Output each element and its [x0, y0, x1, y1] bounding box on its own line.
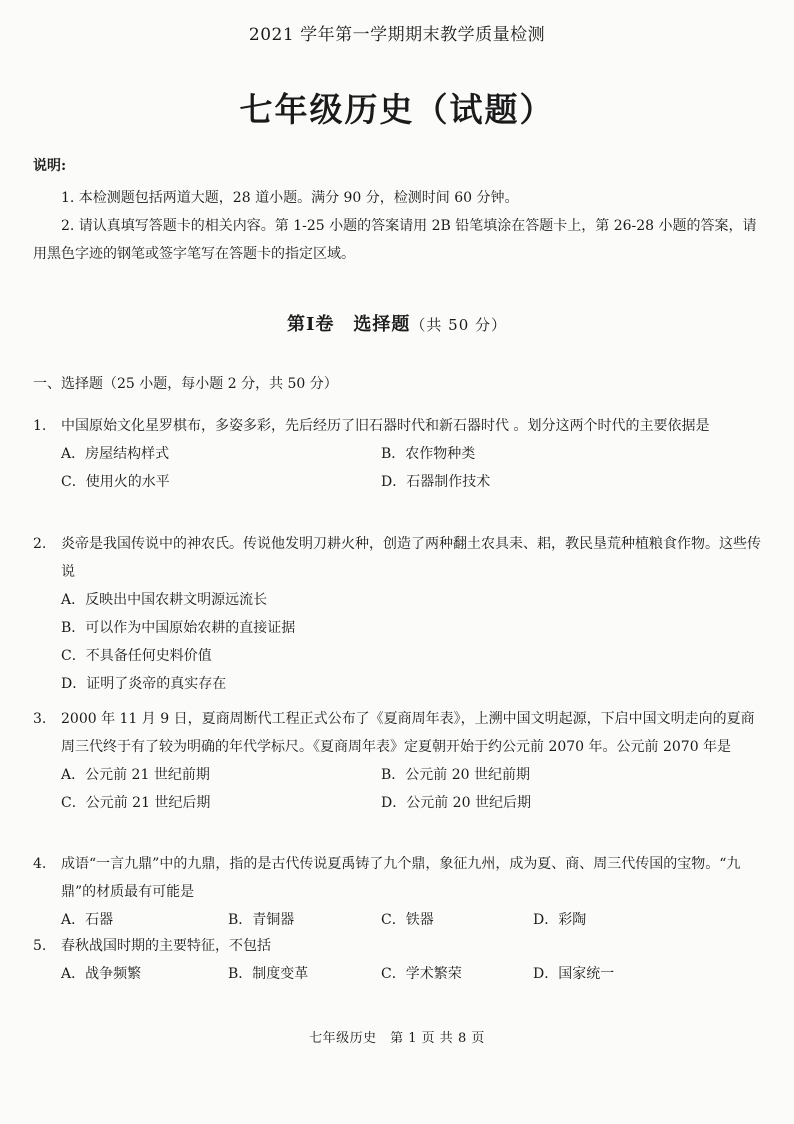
- options-row: [33, 789, 761, 817]
- options-row: [33, 642, 761, 670]
- notes-label: 说明:: [33, 158, 67, 174]
- question-number: 1.: [33, 418, 47, 434]
- question-number: 3.: [33, 711, 47, 727]
- option-d: D．彩陶: [533, 912, 587, 928]
- option-c: C．公元前 21 世纪后期: [61, 795, 211, 811]
- question-stem: [33, 705, 761, 761]
- question-stem: [33, 412, 761, 440]
- option-d: D．证明了炎帝的真实存在: [61, 676, 227, 692]
- question-stem: [33, 530, 761, 586]
- option-c: C．学术繁荣: [381, 966, 462, 982]
- question-text: 中国原始文化星罗棋布，多姿多彩，先后经历了旧石器时代和新石器时代 。划分这两个时代的主要依据是: [61, 418, 710, 434]
- options-row: [33, 586, 761, 614]
- question-stem: [33, 932, 761, 960]
- question-stem: [33, 850, 761, 906]
- option-d: D．石器制作技术: [381, 474, 491, 490]
- options-row: [33, 468, 761, 496]
- exam-header: 2021 学年第一学期期末教学质量检测: [248, 25, 546, 45]
- options-row: [33, 960, 761, 988]
- question-text: 炎帝是我国传说中的神农氏。传说他发明刀耕火种，创造了两种翻土农具耒、耜，教民垦荒种植粮食作物。这些传说: [61, 536, 761, 580]
- part-one-title: 一、选择题（25 小题，每小题 2 分，共 50 分）: [33, 376, 338, 392]
- option-c: C．铁器: [381, 912, 434, 928]
- option-d: D．公元前 20 世纪后期: [381, 795, 531, 811]
- section-title-text: 第Ⅰ卷 选择题: [286, 314, 411, 335]
- options-row: [33, 761, 761, 789]
- option-c: C．使用火的水平: [61, 474, 170, 490]
- options-row: [33, 906, 761, 934]
- question-1: [33, 412, 761, 496]
- option-a: A．房屋结构样式: [61, 446, 170, 462]
- question-text: 2000 年 11 月 9 日，夏商周断代工程正式公布了《夏商周年表》，上溯中国文明起源，下启中国文明走向的夏商周三代终于有了较为明确的年代学标尺。《夏商周年表》定夏朝开始于约公元前 2070 年。公元前 2070 年是: [61, 711, 755, 755]
- option-b: B．制度变革: [228, 966, 309, 982]
- options-row: [33, 614, 761, 642]
- option-c: C．不具备任何史料价值: [61, 648, 212, 664]
- option-b: B．可以作为中国原始农耕的直接证据: [61, 620, 296, 636]
- question-text: 春秋战国时期的主要特征，不包括: [61, 938, 271, 954]
- question-text: 成语“一言九鼎”中的九鼎，指的是古代传说夏禹铸了九个鼎，象征九州，成为夏、商、周三代传国的宝物。“九鼎”的材质最有可能是: [61, 856, 741, 900]
- option-a: A．石器: [61, 912, 114, 928]
- note-1: 1. 本检测题包括两道大题，28 道小题。满分 90 分，检测时间 60 分钟。: [61, 190, 519, 206]
- options-row: [33, 670, 761, 698]
- question-5: [33, 932, 761, 988]
- option-a: A．战争频繁: [61, 966, 142, 982]
- question-2: [33, 530, 761, 698]
- option-a: A．公元前 21 世纪前期: [61, 767, 210, 783]
- question-number: 2.: [33, 536, 47, 552]
- question-number: 4.: [33, 856, 47, 872]
- options-row: [33, 440, 761, 468]
- option-a: A．反映出中国农耕文明源远流长: [61, 592, 268, 608]
- question-3: [33, 705, 761, 817]
- option-d: D．国家统一: [533, 966, 615, 982]
- option-b: B．农作物种类: [381, 446, 476, 462]
- option-b: B．青铜器: [228, 912, 295, 928]
- page-footer: 七年级历史 第 1 页 共 8 页: [309, 1031, 485, 1046]
- note-2: 2. 请认真填写答题卡的相关内容。第 1-25 小题的答案请用 2B 铅笔填涂在答题卡上，第 26-28 小题的答案，请用黑色字迹的钢笔或签字笔写在答题卡的指定区域。: [33, 218, 757, 262]
- section-points: （共 50 分）: [410, 316, 508, 334]
- question-number: 5.: [33, 938, 47, 954]
- section-title: [0, 310, 794, 336]
- question-4: [33, 850, 761, 934]
- option-b: B．公元前 20 世纪前期: [381, 767, 531, 783]
- page-title: 七年级历史（试题）: [239, 90, 555, 129]
